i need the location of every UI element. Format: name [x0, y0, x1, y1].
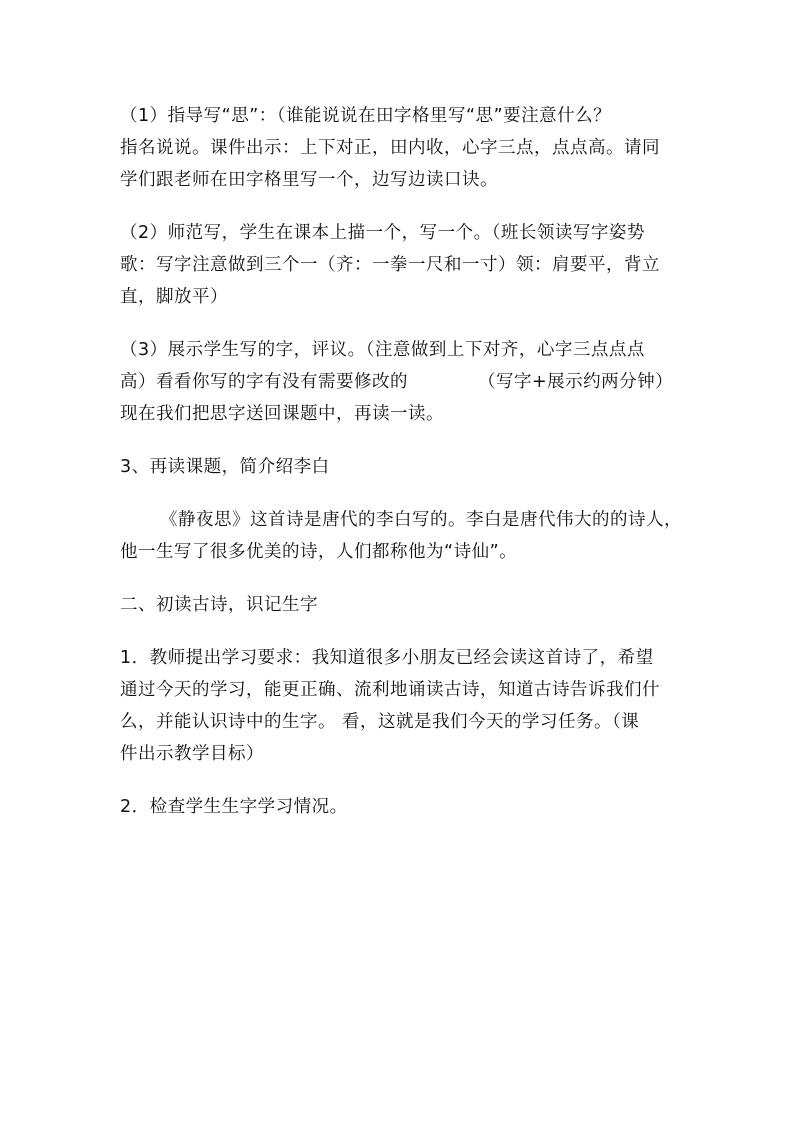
paragraph-show-student-writing: [120, 334, 680, 430]
text-line: [120, 366, 680, 398]
text-line: 3、再读课题，简介绍李白: [120, 457, 330, 477]
text-line: 指名说说。课件出示：上下对正，田内收，心字三点，点点高。请同: [120, 138, 660, 158]
text-line: 《静夜思》这首诗是唐代的李白写的。李白是唐代伟大的的诗人，: [160, 510, 682, 530]
text-line: 歌：写字注意做到三个一（齐：一拳一尺和一寸）领：肩要平，背立: [120, 255, 660, 275]
paragraph-teacher-demo: [120, 217, 680, 313]
text-line: 学们跟老师在田字格里写一个，边写边读口诀。: [120, 170, 498, 190]
document-body: [120, 100, 680, 844]
text-line: （2）师范写，学生在课本上描一个，写一个。（班长领读写字姿势: [120, 223, 645, 243]
text-line: （3）展示学生写的字，评议。（注意做到上下对齐，心字三点点点: [120, 340, 645, 360]
text-line: 么，并能认识诗中的生字。 看，这就是我们今天的学习任务。（课: [120, 712, 640, 732]
text-line: 2．检查学生生字学习情况。: [120, 797, 348, 817]
text-line: 件出示教学目标）: [120, 744, 264, 764]
text-line: 1．教师提出学习要求：我知道很多小朋友已经会读这首诗了，希望: [120, 648, 654, 668]
paragraph-learning-requirements: [120, 642, 680, 770]
text-line: 他一生写了很多优美的诗，人们都称他为“诗仙”。: [120, 542, 518, 562]
text-line: 现在我们把思字送回课题中，再读一读。: [120, 404, 444, 424]
paragraph-li-bai-intro: [120, 504, 680, 568]
text-line: （1）指导写“思”：（谁能说说在田字格里写“思”要注意什么？: [120, 106, 612, 126]
paragraph-guide-writing-si: [120, 100, 680, 196]
heading-reread-title: [120, 451, 680, 483]
text-line: 二、初读古诗，识记生字: [120, 595, 318, 615]
text-line: 直，脚放平）: [120, 287, 228, 307]
text-line: 通过今天的学习，能更正确、流利地诵读古诗，知道古诗告诉我们什: [120, 680, 660, 700]
text-line-left: 高）看看你写的字有没有需要修改的: [120, 372, 408, 392]
text-line-right: （写字+展示约两分钟）: [478, 372, 674, 392]
paragraph-check-characters: [120, 791, 680, 823]
heading-first-reading: [120, 589, 680, 621]
